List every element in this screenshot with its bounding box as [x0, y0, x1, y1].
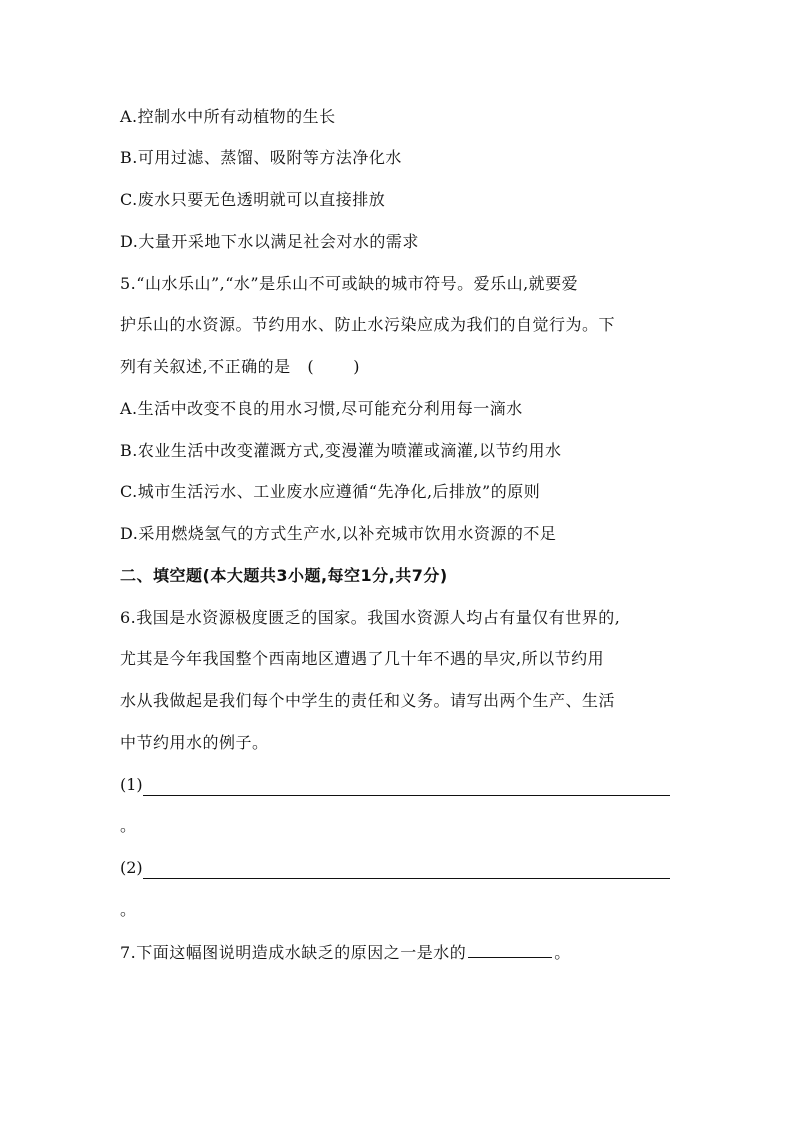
q6-answer-2-period: 。 [120, 900, 137, 919]
q6-stem-line-2: 尤其是今年我国整个西南地区遭遇了几十年不遇的旱灾,所以节约用 [120, 649, 605, 668]
section-heading-fill-blank: 二、填空题(本大题共3小题,每空1分,共7分) [120, 566, 448, 585]
q4-option-a: A.控制水中所有动植物的生长 [120, 107, 336, 126]
q5-stem-line-3: 列有关叙述,不正确的是 ( ) [120, 357, 360, 376]
q5-option-b: B.农业生活中改变灌溉方式,变漫灌为喷灌或滴灌,以节约用水 [120, 441, 562, 460]
q6-answer-blank-1[interactable] [143, 777, 670, 796]
q5-option-d: D.采用燃烧氢气的方式生产水,以补充城市饮用水资源的不足 [120, 524, 557, 543]
q6-stem-line-4: 中节约用水的例子。 [120, 733, 269, 752]
q6-answer-row-1 [120, 774, 670, 796]
q6-answer-row-2 [120, 857, 670, 879]
q4-option-c: C.废水只要无色透明就可以直接排放 [120, 190, 386, 209]
q5-stem-line-2: 护乐山的水资源。节约用水、防止水污染应成为我们的自觉行为。下 [120, 315, 616, 334]
q4-option-b: B.可用过滤、蒸馏、吸附等方法净化水 [120, 148, 402, 167]
q6-blank-1-label: (1) [120, 775, 143, 794]
q4-option-d: D.大量开采地下水以满足社会对水的需求 [120, 232, 419, 251]
question-7 [120, 941, 571, 964]
q6-blank-2-label: (2) [120, 858, 143, 877]
q5-option-a: A.生活中改变不良的用水习惯,尽可能充分利用每一滴水 [120, 399, 523, 418]
q5-stem-line-1: 5.“山水乐山”,“水”是乐山不可或缺的城市符号。爱乐山,就要爱 [120, 274, 579, 293]
q5-option-c: C.城市生活污水、工业废水应遵循“先净化,后排放”的原则 [120, 482, 541, 501]
q6-stem-line-3: 水从我做起是我们每个中学生的责任和义务。请写出两个生产、生活 [120, 691, 616, 710]
q6-stem-line-1: 6.我国是水资源极度匮乏的国家。我国水资源人均占有量仅有世界的, [120, 608, 621, 627]
q6-answer-1-period: 。 [120, 816, 137, 835]
q6-answer-blank-2[interactable] [143, 860, 670, 879]
q7-stem-text: 7.下面这幅图说明造成水缺乏的原因之一是水的 [120, 943, 467, 962]
q7-stem-end: 。 [554, 943, 571, 962]
q7-answer-blank[interactable] [468, 941, 552, 958]
